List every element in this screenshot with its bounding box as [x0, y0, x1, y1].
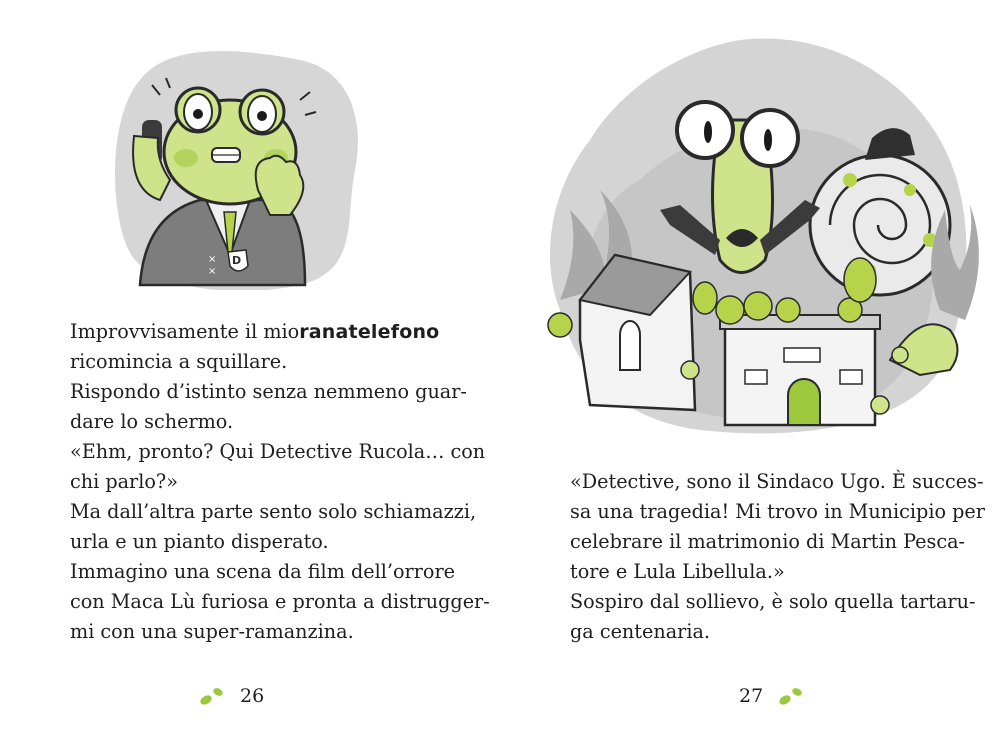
leaf-ornament-left	[196, 684, 230, 710]
text-line: Rispondo d’istinto senza nemmeno guar-	[70, 380, 467, 403]
text-line: ga centenaria.	[570, 620, 710, 643]
text-line: con Maca Lù furiosa e pronta a distrugger-	[70, 590, 490, 613]
text-line: «Ehm, pronto? Qui Detective Rucola… con	[70, 440, 486, 463]
badge-letter: D	[232, 254, 242, 267]
right-page	[500, 0, 1000, 731]
page-number-right: 27	[739, 685, 764, 707]
right-text-block	[570, 467, 985, 647]
text-line: chi parlo?»	[70, 470, 178, 493]
frog-detective-illustration	[100, 40, 370, 290]
text-line: Immagino una scena da film dell’orrore	[70, 560, 455, 583]
text-line: celebrare il matrimonio di Martin Pesca-	[570, 530, 966, 553]
bold-word: ranatelefono	[299, 321, 440, 343]
svg-text:×: ×	[208, 254, 217, 265]
text-line: urla e un pianto disperato.	[70, 530, 329, 553]
page-number-left: 26	[240, 685, 265, 707]
leaf-ornament-right	[775, 684, 809, 710]
snail-town-illustration	[520, 10, 990, 440]
text-line: sa una tragedia! Mi trovo in Municipio per	[570, 500, 985, 523]
text-line: dare lo schermo.	[70, 410, 234, 433]
text-fragment: Improvvisamente il mio	[70, 320, 300, 343]
text-line: ricomincia a squillare.	[70, 350, 288, 373]
text-line: tore e Lula Libellula.»	[570, 560, 785, 583]
text-line: Ma dall’altra parte sento solo schiamazzi,	[70, 500, 477, 523]
text-line: «Detective, sono il Sindaco Ugo. È succes-	[570, 470, 984, 493]
left-text-block	[70, 317, 490, 647]
text-line: mi con una super-ramanzina.	[70, 620, 354, 643]
text-line: Sospiro dal sollievo, è solo quella tartaru-	[570, 590, 976, 613]
text-line	[70, 317, 440, 347]
svg-text:×: ×	[208, 266, 217, 277]
